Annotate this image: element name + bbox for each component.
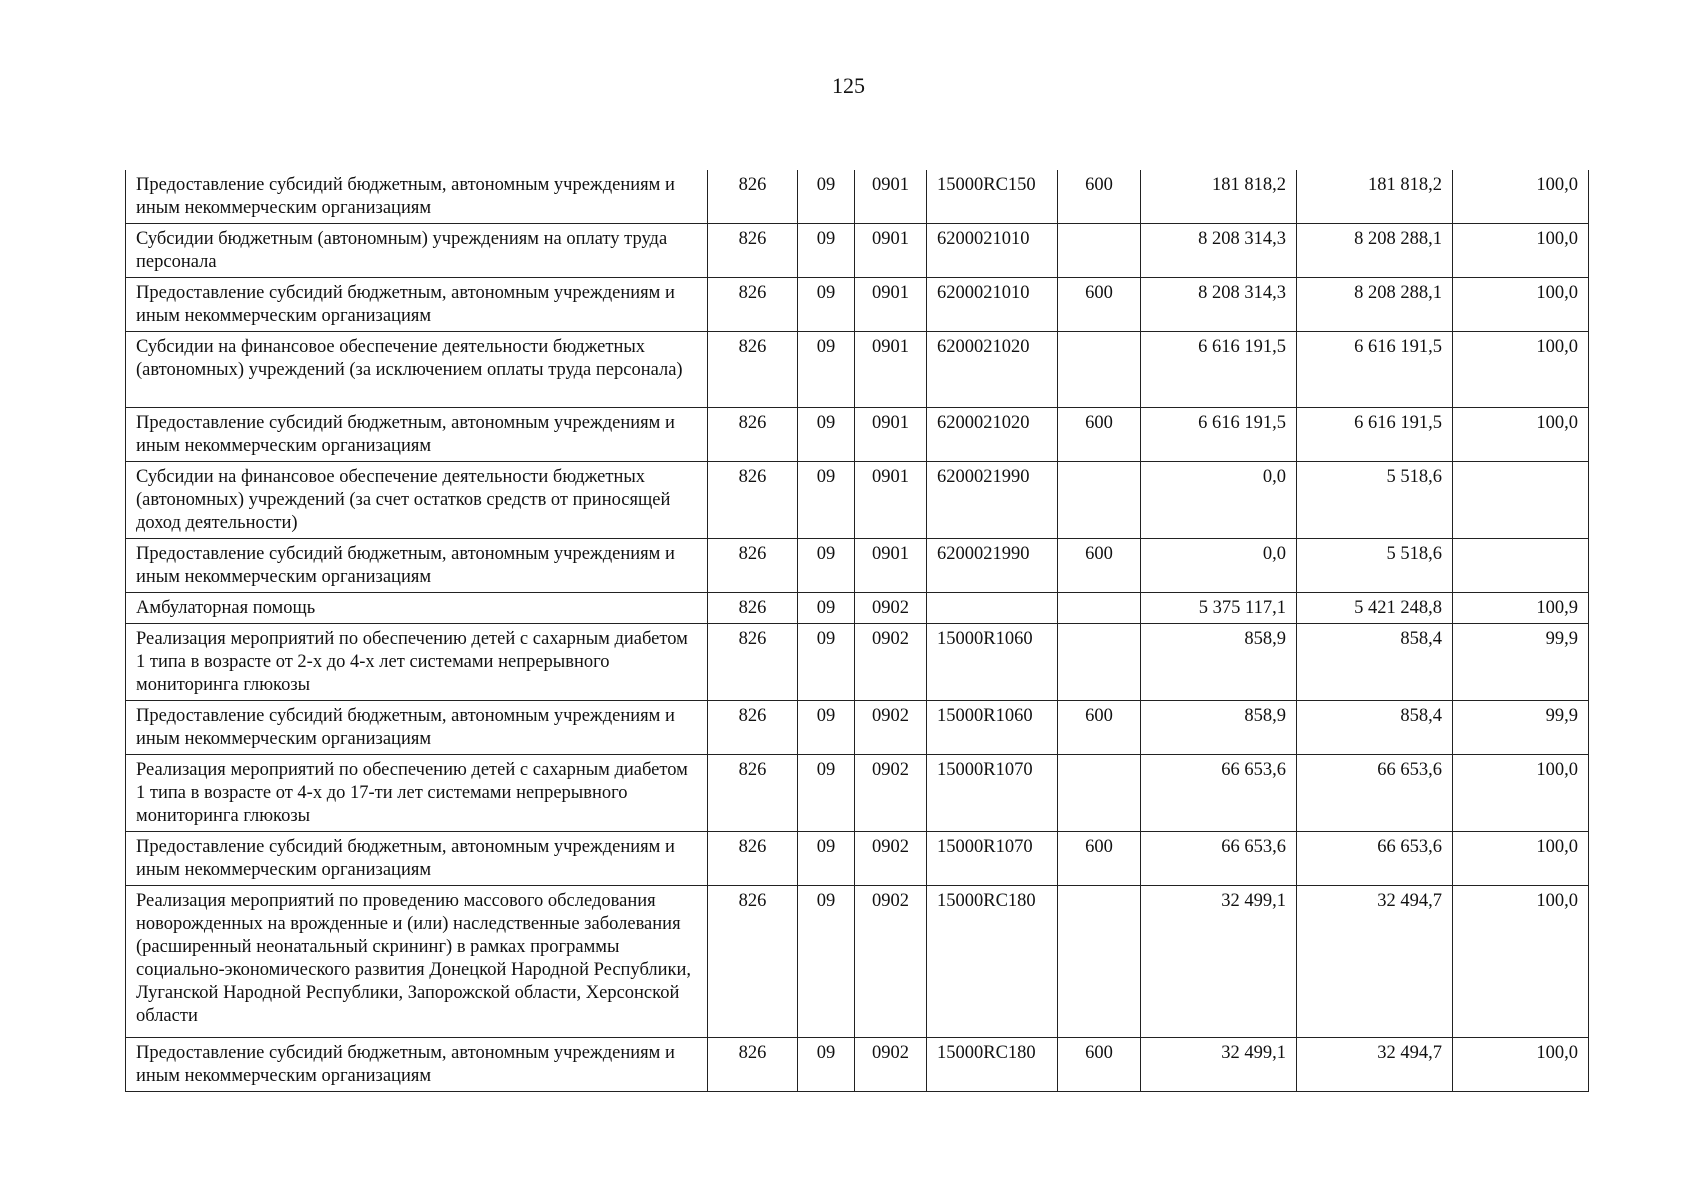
- table-row: [126, 755, 1589, 832]
- cell-ministry: 826: [708, 539, 798, 593]
- table-body: [126, 170, 1589, 1092]
- cell-section: 09: [798, 462, 855, 539]
- cell-name: Реализация мероприятий по проведению массового обследования новорожденных на врожденные и (или) наследственные заболевания (расширенный неонатальный скрининг) в рамках программы социально-экономического развития Донецкой Народной Республики, Луганской Народной Республики, Запорожской области, Херсонской области: [126, 886, 708, 1038]
- cell-actual: 32 494,7: [1297, 886, 1453, 1038]
- table-row: [126, 408, 1589, 462]
- cell-percent: 100,0: [1453, 408, 1589, 462]
- cell-percent: 100,0: [1453, 832, 1589, 886]
- cell-subsection: 0902: [855, 701, 927, 755]
- table-row: [126, 278, 1589, 332]
- cell-section: 09: [798, 408, 855, 462]
- cell-target: [927, 593, 1058, 624]
- cell-section: 09: [798, 539, 855, 593]
- cell-actual: 32 494,7: [1297, 1038, 1453, 1092]
- cell-ministry: 826: [708, 170, 798, 224]
- cell-name: Предоставление субсидий бюджетным, автономным учреждениям и иным некоммерческим организациям: [126, 1038, 708, 1092]
- cell-plan: 6 616 191,5: [1141, 408, 1297, 462]
- cell-percent: 100,0: [1453, 332, 1589, 408]
- cell-subsection: 0901: [855, 170, 927, 224]
- cell-percent: 100,0: [1453, 886, 1589, 1038]
- cell-plan: 6 616 191,5: [1141, 332, 1297, 408]
- table-row: [126, 701, 1589, 755]
- cell-plan: 66 653,6: [1141, 755, 1297, 832]
- cell-target: 15000RC180: [927, 1038, 1058, 1092]
- cell-actual: 858,4: [1297, 624, 1453, 701]
- cell-target: 6200021990: [927, 462, 1058, 539]
- cell-section: 09: [798, 624, 855, 701]
- cell-plan: 8 208 314,3: [1141, 224, 1297, 278]
- table-row: [126, 886, 1589, 1038]
- table-row: [126, 224, 1589, 278]
- cell-actual: 5 518,6: [1297, 539, 1453, 593]
- cell-ministry: 826: [708, 278, 798, 332]
- cell-target: 15000R1070: [927, 755, 1058, 832]
- cell-type: [1058, 462, 1141, 539]
- table-row: [126, 624, 1589, 701]
- cell-type: [1058, 624, 1141, 701]
- cell-percent: 99,9: [1453, 624, 1589, 701]
- cell-ministry: 826: [708, 224, 798, 278]
- cell-subsection: 0901: [855, 278, 927, 332]
- cell-subsection: 0902: [855, 755, 927, 832]
- cell-actual: 5 421 248,8: [1297, 593, 1453, 624]
- cell-ministry: 826: [708, 701, 798, 755]
- cell-section: 09: [798, 755, 855, 832]
- cell-ministry: 826: [708, 462, 798, 539]
- cell-percent: 100,0: [1453, 224, 1589, 278]
- cell-subsection: 0901: [855, 332, 927, 408]
- cell-target: 15000R1070: [927, 832, 1058, 886]
- page-number: 125: [832, 73, 865, 98]
- cell-name: Амбулаторная помощь: [126, 593, 708, 624]
- table-row: [126, 332, 1589, 408]
- cell-percent: 100,0: [1453, 755, 1589, 832]
- table-row: [126, 462, 1589, 539]
- cell-type: [1058, 886, 1141, 1038]
- cell-actual: 181 818,2: [1297, 170, 1453, 224]
- cell-name: Субсидии на финансовое обеспечение деятельности бюджетных (автономных) учреждений (за исключением оплаты труда персонала): [126, 332, 708, 408]
- cell-name: Предоставление субсидий бюджетным, автономным учреждениям и иным некоммерческим организациям: [126, 701, 708, 755]
- cell-target: 6200021010: [927, 224, 1058, 278]
- cell-target: 15000RC180: [927, 886, 1058, 1038]
- cell-subsection: 0901: [855, 462, 927, 539]
- table-row: [126, 593, 1589, 624]
- cell-plan: 0,0: [1141, 462, 1297, 539]
- cell-target: 6200021010: [927, 278, 1058, 332]
- cell-type: 600: [1058, 278, 1141, 332]
- cell-section: 09: [798, 593, 855, 624]
- cell-actual: 6 616 191,5: [1297, 332, 1453, 408]
- cell-plan: 8 208 314,3: [1141, 278, 1297, 332]
- cell-subsection: 0902: [855, 832, 927, 886]
- cell-section: 09: [798, 224, 855, 278]
- cell-target: 6200021020: [927, 408, 1058, 462]
- cell-actual: 8 208 288,1: [1297, 224, 1453, 278]
- cell-plan: 181 818,2: [1141, 170, 1297, 224]
- cell-type: 600: [1058, 408, 1141, 462]
- cell-percent: 100,0: [1453, 278, 1589, 332]
- cell-name: Предоставление субсидий бюджетным, автономным учреждениям и иным некоммерческим организациям: [126, 832, 708, 886]
- table-row: [126, 832, 1589, 886]
- cell-plan: 5 375 117,1: [1141, 593, 1297, 624]
- cell-percent: 99,9: [1453, 701, 1589, 755]
- table-row: [126, 1038, 1589, 1092]
- cell-name: Предоставление субсидий бюджетным, автономным учреждениям и иным некоммерческим организациям: [126, 539, 708, 593]
- cell-type: 600: [1058, 170, 1141, 224]
- cell-percent: [1453, 462, 1589, 539]
- cell-type: 600: [1058, 1038, 1141, 1092]
- cell-plan: 858,9: [1141, 624, 1297, 701]
- cell-type: [1058, 755, 1141, 832]
- cell-percent: 100,0: [1453, 1038, 1589, 1092]
- cell-subsection: 0901: [855, 539, 927, 593]
- cell-type: 600: [1058, 832, 1141, 886]
- cell-name: Предоставление субсидий бюджетным, автономным учреждениям и иным некоммерческим организациям: [126, 170, 708, 224]
- cell-type: 600: [1058, 539, 1141, 593]
- cell-target: 6200021020: [927, 332, 1058, 408]
- cell-name: Реализация мероприятий по обеспечению детей с сахарным диабетом 1 типа в возрасте от 2-х до 4-х лет системами непрерывного мониторинга глюкозы: [126, 624, 708, 701]
- cell-percent: [1453, 539, 1589, 593]
- cell-name: Предоставление субсидий бюджетным, автономным учреждениям и иным некоммерческим организациям: [126, 278, 708, 332]
- cell-type: 600: [1058, 701, 1141, 755]
- cell-target: 15000RC150: [927, 170, 1058, 224]
- cell-actual: 858,4: [1297, 701, 1453, 755]
- cell-plan: 32 499,1: [1141, 886, 1297, 1038]
- cell-subsection: 0901: [855, 224, 927, 278]
- cell-subsection: 0902: [855, 886, 927, 1038]
- cell-ministry: 826: [708, 593, 798, 624]
- cell-ministry: 826: [708, 624, 798, 701]
- cell-name: Предоставление субсидий бюджетным, автономным учреждениям и иным некоммерческим организациям: [126, 408, 708, 462]
- cell-actual: 8 208 288,1: [1297, 278, 1453, 332]
- cell-plan: 858,9: [1141, 701, 1297, 755]
- cell-ministry: 826: [708, 832, 798, 886]
- cell-ministry: 826: [708, 886, 798, 1038]
- cell-name: Субсидии бюджетным (автономным) учреждениям на оплату труда персонала: [126, 224, 708, 278]
- cell-plan: 66 653,6: [1141, 832, 1297, 886]
- cell-section: 09: [798, 1038, 855, 1092]
- cell-type: [1058, 332, 1141, 408]
- cell-type: [1058, 593, 1141, 624]
- cell-target: 15000R1060: [927, 701, 1058, 755]
- cell-percent: 100,0: [1453, 170, 1589, 224]
- cell-subsection: 0902: [855, 1038, 927, 1092]
- cell-actual: 66 653,6: [1297, 755, 1453, 832]
- cell-type: [1058, 224, 1141, 278]
- table-row: [126, 170, 1589, 224]
- cell-target: 6200021990: [927, 539, 1058, 593]
- cell-section: 09: [798, 170, 855, 224]
- cell-target: 15000R1060: [927, 624, 1058, 701]
- cell-section: 09: [798, 701, 855, 755]
- cell-plan: 0,0: [1141, 539, 1297, 593]
- cell-actual: 66 653,6: [1297, 832, 1453, 886]
- cell-ministry: 826: [708, 332, 798, 408]
- cell-name: Субсидии на финансовое обеспечение деятельности бюджетных (автономных) учреждений (за счет остатков средств от приносящей доход деятельности): [126, 462, 708, 539]
- cell-section: 09: [798, 332, 855, 408]
- cell-section: 09: [798, 832, 855, 886]
- table-row: [126, 539, 1589, 593]
- cell-subsection: 0902: [855, 593, 927, 624]
- budget-table: [125, 170, 1589, 1092]
- cell-actual: 6 616 191,5: [1297, 408, 1453, 462]
- cell-ministry: 826: [708, 1038, 798, 1092]
- cell-subsection: 0901: [855, 408, 927, 462]
- cell-plan: 32 499,1: [1141, 1038, 1297, 1092]
- cell-ministry: 826: [708, 408, 798, 462]
- cell-name: Реализация мероприятий по обеспечению детей с сахарным диабетом 1 типа в возрасте от 4-х до 17-ти лет системами непрерывного мониторинга глюкозы: [126, 755, 708, 832]
- cell-actual: 5 518,6: [1297, 462, 1453, 539]
- cell-subsection: 0902: [855, 624, 927, 701]
- cell-percent: 100,9: [1453, 593, 1589, 624]
- cell-section: 09: [798, 278, 855, 332]
- cell-section: 09: [798, 886, 855, 1038]
- cell-ministry: 826: [708, 755, 798, 832]
